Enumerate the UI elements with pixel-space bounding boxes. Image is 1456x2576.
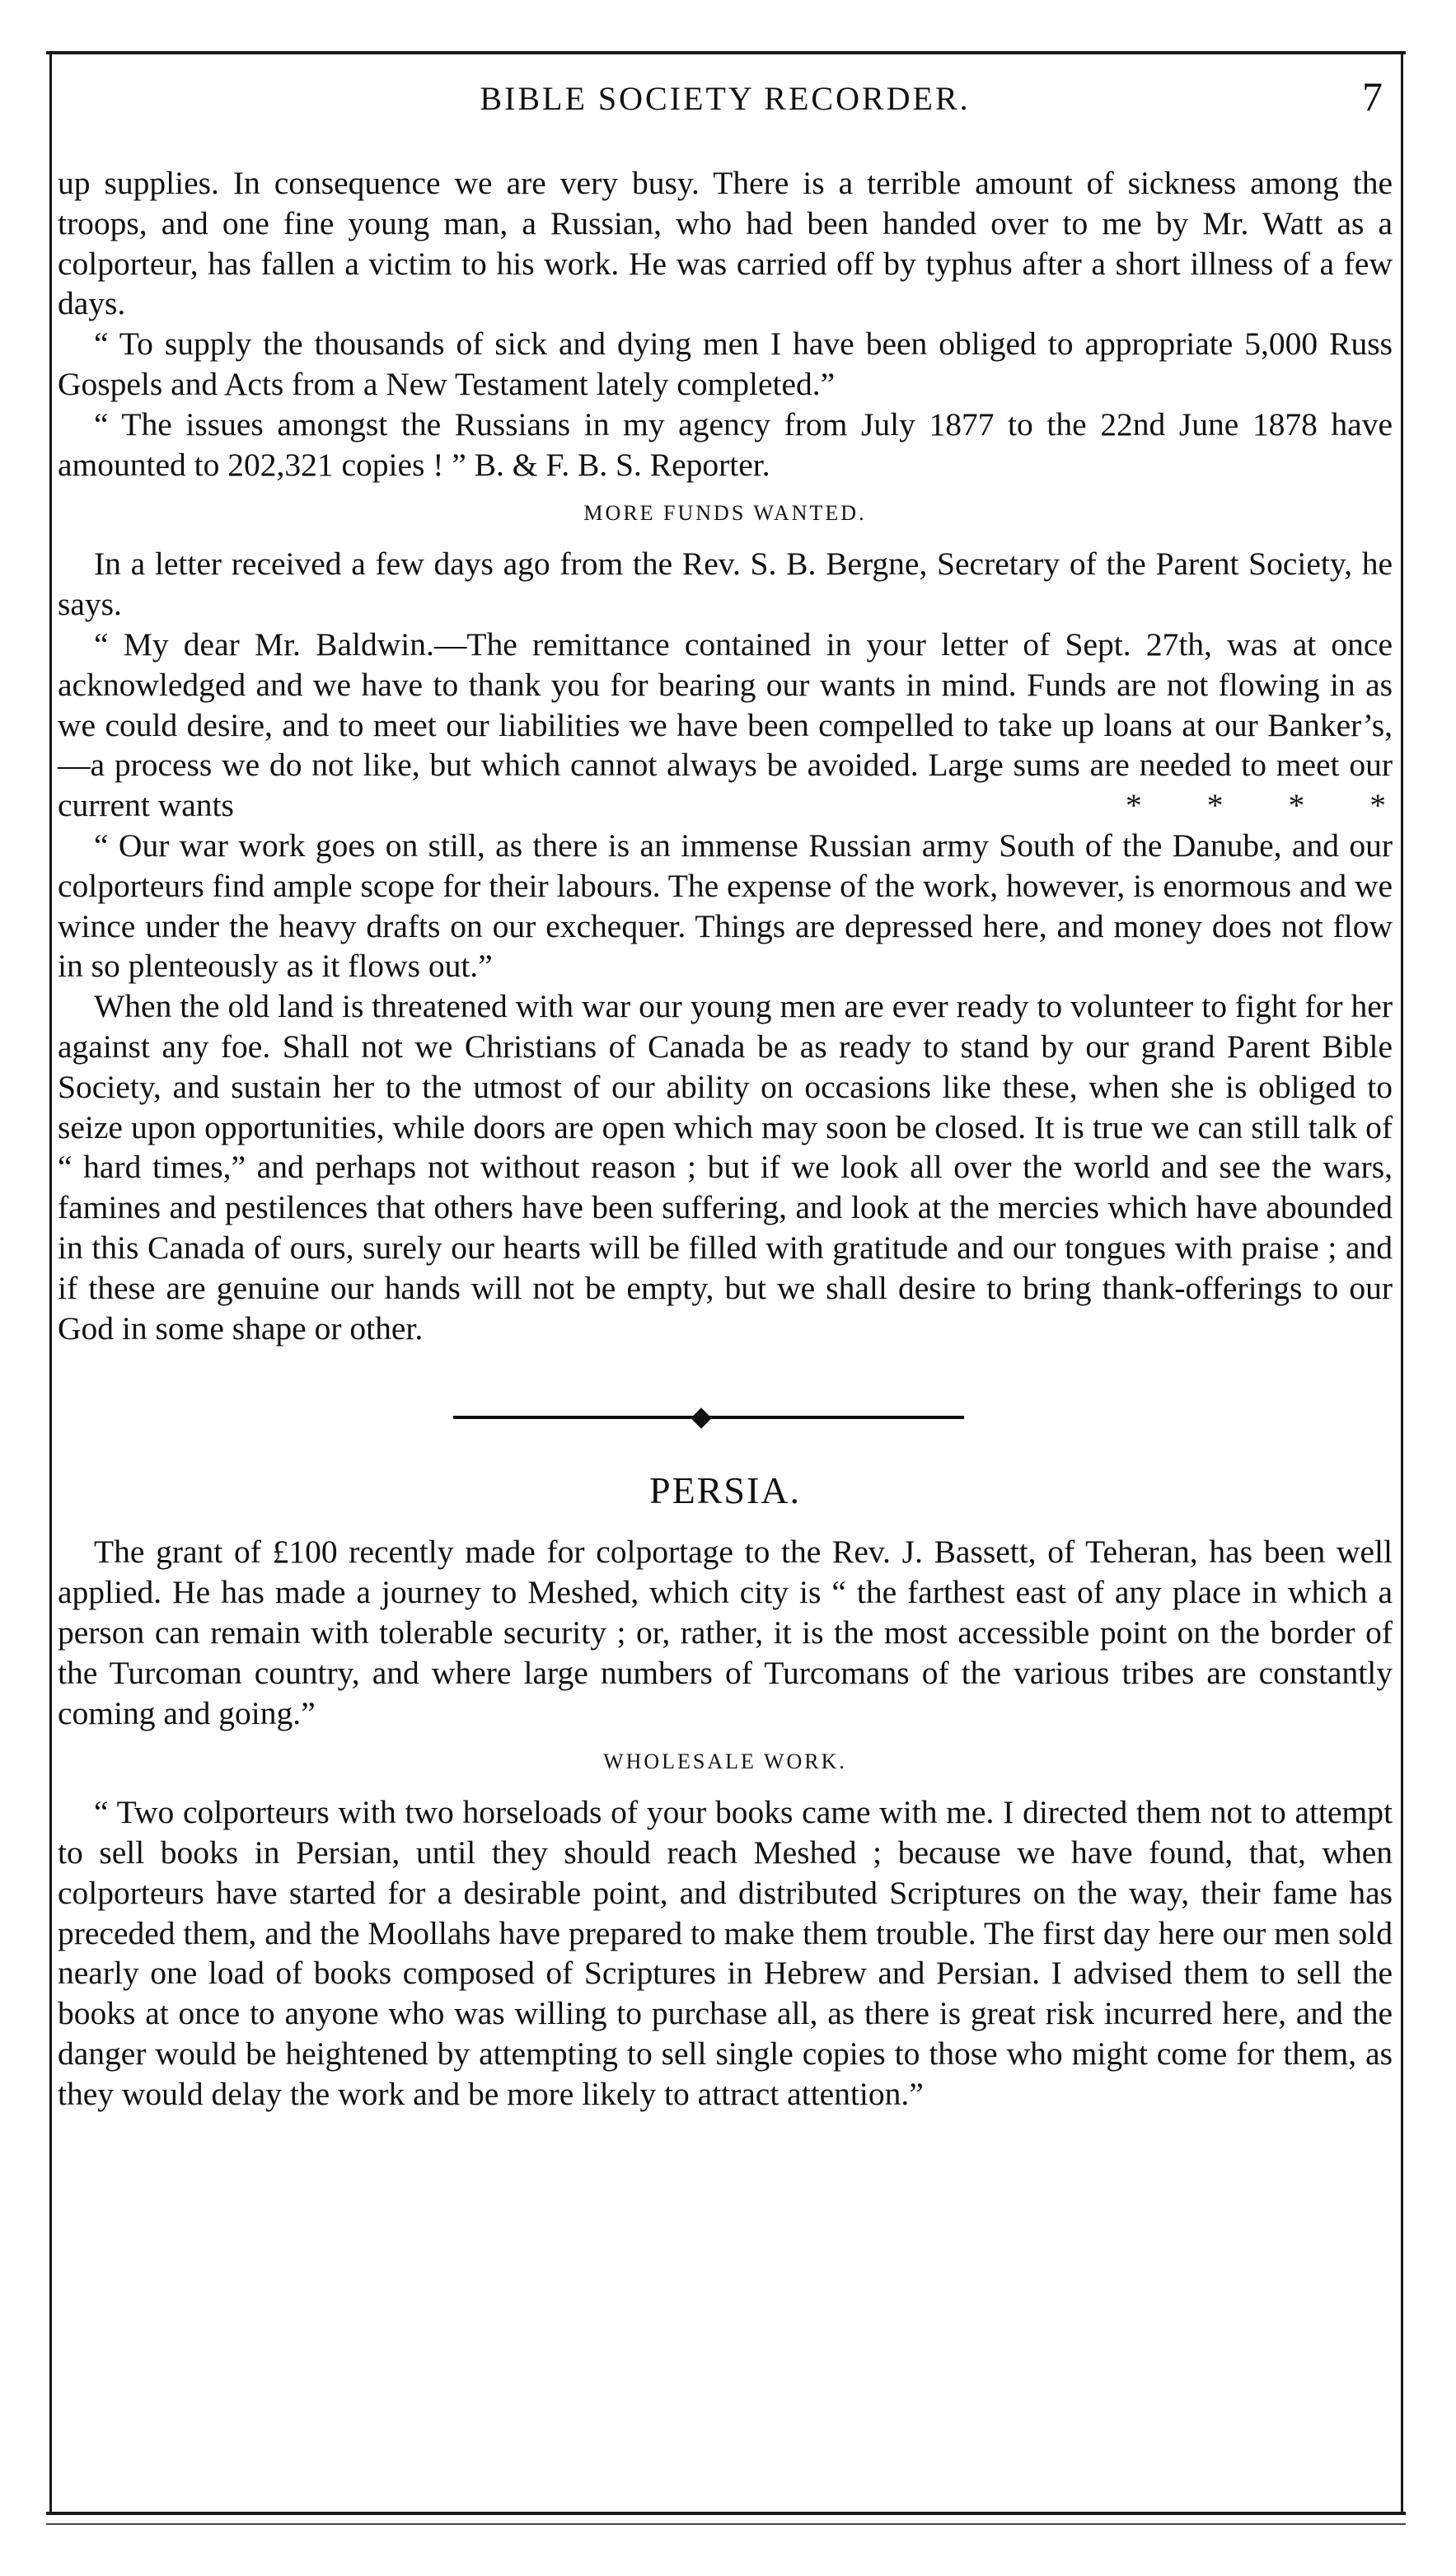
paragraph-sick-men: “ To supply the thousands of sick and dying men I have been obliged to appropriate 5,000 Russ Gospels and Acts from a New Testament lately completed.”: [58, 326, 1393, 402]
running-title: BIBLE SOCIETY RECORDER.: [480, 80, 971, 117]
page-frame-bottom-secondary: [46, 2523, 1406, 2525]
page-frame-bottom: [46, 2512, 1406, 2515]
article-body: [58, 163, 1393, 2115]
baldwin-text: “ My dear Mr. Baldwin.—The remittance contained in your letter of Sept. 27th, was at once acknowledged and we have to thank you for bearing our wants in mind. Funds are not flowing in as we could desire, and to meet our liabilities we have been compelled to take up loans at our Banker’s,—a process we do not like, but which cannot always be avoided. Large sums are needed to meet our current wants: [58, 625, 1393, 824]
asterisk: *: [1126, 787, 1142, 824]
paragraph-grant: The grant of £100 recently made for colportage to the Rev. J. Bassett, of Teheran, has been well applied. He has made a journey to Meshed, which city is “ the farthest east of any place in which a person can remain with tolerable security ; or, rather, it is the most accessible point on the border of the Turcoman country, and where large numbers of Turcomans of the various tribes are constantly coming and going.”: [58, 1534, 1393, 1731]
paragraph-issues: “ The issues amongst the Russians in my agency from July 1877 to the 22nd June 1878 have amounted to 202,321 copies ! ” B. & F. B. S. Reporter.: [58, 405, 1393, 483]
paragraph-baldwin: [58, 625, 1393, 826]
divider-ornament: [691, 1408, 711, 1429]
asterisk-row: [1089, 785, 1386, 826]
running-header: [58, 73, 1393, 130]
asterisk: *: [1288, 787, 1305, 824]
page-frame-right: [1401, 51, 1403, 2515]
paragraph-supplies: up supplies. In consequence we are very busy. There is a terrible amount of sickness among the troops, and one fine young man, a Russian, who had been handed over to me by Mr. Watt as a colporteur, has fallen a victim to his work. He was carried off by typhus after a short illness of a few days.: [58, 165, 1393, 322]
paragraph-war-work: “ Our war work goes on still, as there is an immense Russian army South of the Danube, and our colporteurs find ample scope for their labours. The expense of the work, however, is enormous and we wince under the heavy drafts on our exchequer. Things are depressed here, and money does not flow in so plenteously as it flows out.”: [58, 827, 1393, 985]
paragraph-old-land: When the old land is threatened with war our young men are ever ready to volunteer to fight for her against any foe. Shall not we Christians of Canada be as ready to stand by our grand Parent Bible Society, and sustain her to the utmost of our ability on occasions like these, when she is obliged to seize upon opportunities, while doors are open which may soon be closed. It is true we can still talk of “ hard times,” and perhaps not without reason ; but if we look all over the world and see the wars, famines and pestilences that others have been suffering, and look at the mercies which have abounded in this Canada of ours, surely our hearts will be filled with gratitude and our tongues with praise ; and if these are genuine our hands will not be empty, but we shall desire to bring thank-offerings to our God in some shape or other.: [58, 988, 1393, 1347]
section-title-persia: PERSIA.: [649, 1469, 801, 1512]
subhead-wholesale-work: WHOLESALE WORK.: [603, 1749, 847, 1774]
paragraph-bergne-letter: In a letter received a few days ago from the Rev. S. B. Bergne, Secretary of the Parent Society, he says.: [58, 546, 1393, 623]
page-frame-left: [49, 51, 52, 2515]
section-divider: [58, 1348, 1393, 1447]
asterisk: *: [1369, 787, 1386, 824]
asterisk: *: [1206, 787, 1224, 824]
paragraph-colporteurs: “ Two colporteurs with two horseloads of your books came with me. I directed them not to attempt to sell books in Persian, until they should reach Meshed ; because we have found, that, when colporteurs have started for a desirable point, and distributed Scriptures on the way, their fame has preceded them, and the Moollahs have prepared to make them trouble. The first day here our men sold nearly one load of books composed of Scriptures in Hebrew and Persian. I advised them to sell the books at once to anyone who was willing to purchase all, as there is great risk incurred here, and the danger would be heightened by attempting to sell single copies to those who might come for them, as they would delay the work and be more likely to attract attention.”: [58, 1794, 1393, 2112]
page-frame-top: [46, 51, 1406, 54]
page-number: 7: [1362, 73, 1383, 119]
subhead-more-funds: MORE FUNDS WANTED.: [583, 501, 867, 526]
